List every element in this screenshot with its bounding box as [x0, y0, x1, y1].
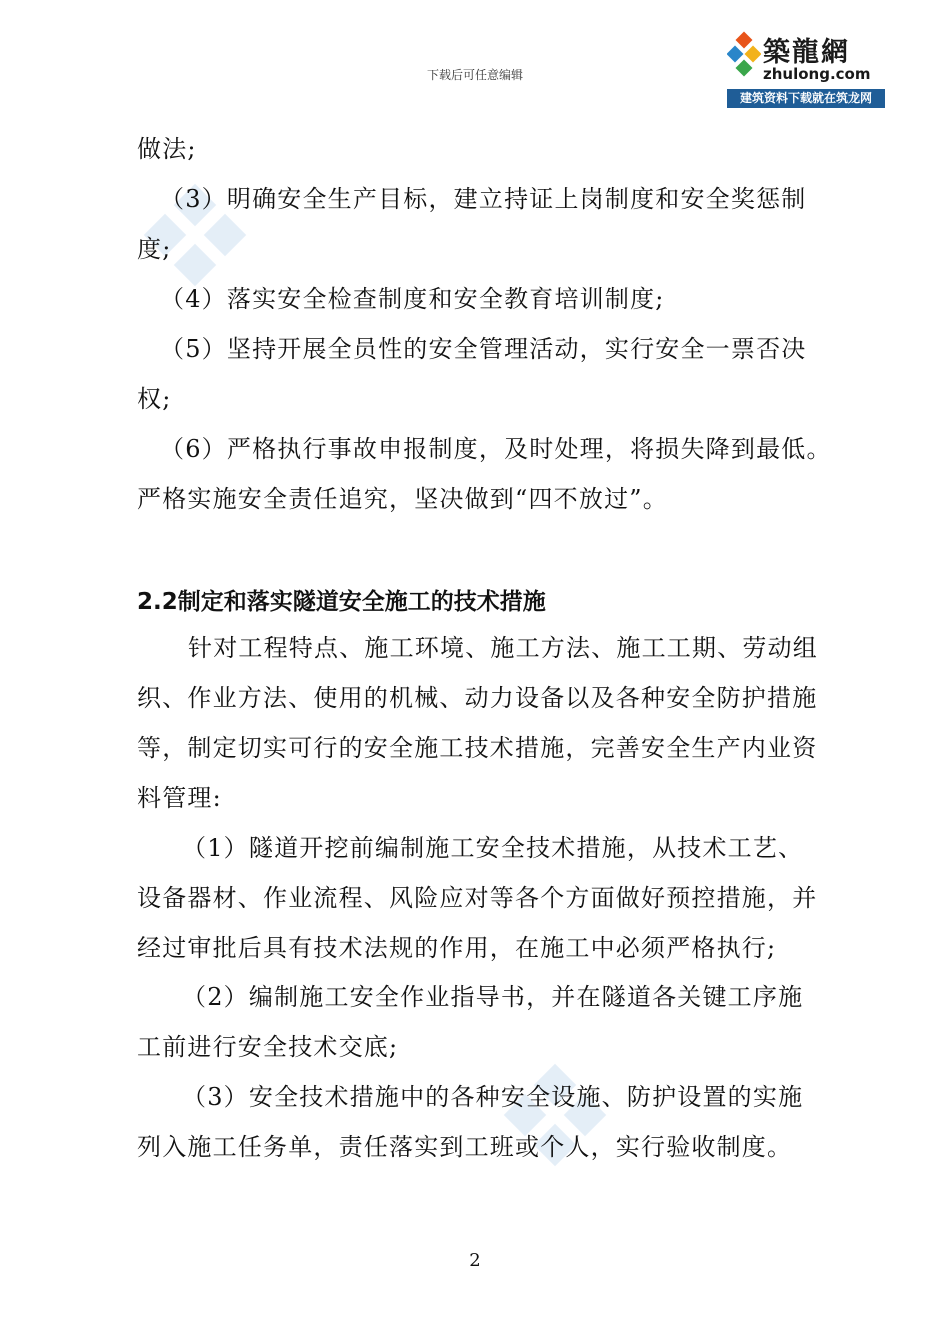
body-line: 设备器材、作业流程、风险应对等各个方面做好预控措施，并 — [137, 884, 818, 912]
body-line: （1）隧道开挖前编制施工安全技术措施，从技术工艺、 — [182, 834, 804, 862]
logo-tagline: 建筑资料下载就在筑龙网 — [727, 89, 885, 108]
zhulong-logo — [727, 28, 885, 108]
body-line: 权; — [137, 385, 172, 413]
body-line: 工前进行安全技术交底; — [137, 1033, 399, 1061]
body-line: 针对工程特点、施工环境、施工方法、施工工期、劳动组 — [188, 634, 818, 662]
logo-chinese-text: 築龍網 — [763, 37, 850, 68]
body-line: （3）明确安全生产目标，建立持证上岗制度和安全奖惩制 — [160, 185, 807, 213]
page-number: 2 — [469, 1250, 481, 1271]
body-line: （2）编制施工安全作业指导书，并在隧道各关键工序施 — [182, 983, 804, 1011]
body-line: 度; — [137, 235, 172, 263]
body-line: 经过审批后具有技术法规的作用，在施工中必须严格执行; — [137, 934, 777, 962]
body-line: （4）落实安全检查制度和安全教育培训制度; — [160, 285, 665, 313]
body-line: 等，制定切实可行的安全施工技术措施，完善安全生产内业资 — [137, 734, 818, 762]
section-heading: 2.2制定和落实隧道安全施工的技术措施 — [137, 589, 546, 615]
body-line: 料管理: — [137, 784, 222, 812]
body-line: （3）安全技术措施中的各种安全设施、防护设置的实施 — [182, 1083, 804, 1111]
body-line: 列入施工任务单，责任落实到工班或个人，实行验收制度。 — [137, 1133, 793, 1161]
body-line: 做法; — [137, 135, 197, 163]
logo-emblem-icon — [727, 30, 761, 88]
header-note: 下载后可任意编辑 — [426, 68, 523, 82]
body-line: 织、作业方法、使用的机械、动力设备以及各种安全防护措施 — [137, 684, 818, 712]
body-line: 严格实施安全责任追究，坚决做到“四不放过”。 — [137, 485, 668, 513]
body-line: （5）坚持开展全员性的安全管理活动，实行安全一票否决 — [160, 335, 807, 363]
body-line: （6）严格执行事故申报制度，及时处理，将损失降到最低。 — [160, 435, 832, 463]
logo-english-text: zhulong.com — [763, 65, 871, 83]
